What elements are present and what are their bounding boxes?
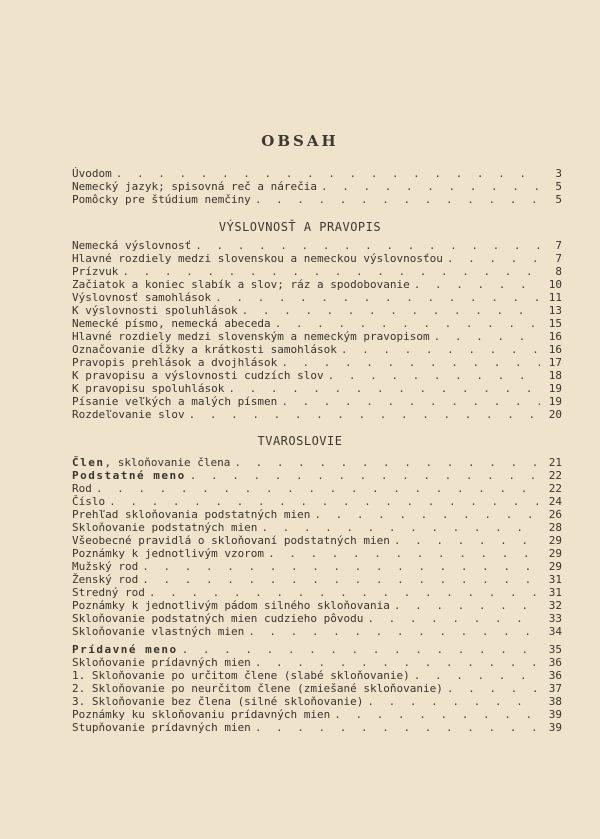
toc-entry-title	[72, 193, 251, 206]
toc-entry-title-main: Začiatok a koniec slabík a slov; ráz a spodobovanie	[72, 278, 410, 291]
toc-entry-title-main: K výslovnosti spoluhlások	[72, 304, 238, 317]
toc-entry-title-main: Rod	[72, 482, 92, 495]
toc-entry-title	[72, 180, 317, 193]
toc-page-number: 22	[548, 482, 562, 495]
toc-leader-dots	[195, 239, 540, 252]
toc-leader-dots	[242, 304, 540, 317]
toc-page-number: 33	[548, 612, 562, 625]
toc-entry	[72, 682, 562, 695]
toc-page-number: 26	[548, 508, 562, 521]
toc-leader-dots	[334, 708, 540, 721]
toc-entry-title-main: K pravopisu a výslovnosti cudzích slov	[72, 369, 324, 382]
toc-entry	[72, 369, 562, 382]
toc-entry-title	[72, 656, 251, 669]
toc-page-number: 15	[548, 317, 562, 330]
toc-page-number: 29	[548, 534, 562, 547]
toc-entry-title-main: Úvodom	[72, 167, 112, 180]
section-heading-pronunciation: VÝSLOVNOSŤ A PRAVOPIS	[218, 220, 382, 234]
toc-leader-dots	[321, 180, 540, 193]
toc-entry-title	[72, 291, 211, 304]
toc-page-number: 3	[555, 167, 562, 180]
toc-leader-dots	[142, 573, 540, 586]
toc-entry-title-main: 1. Skloňovanie po určitom člene (slabé skloňovanie)	[72, 669, 410, 682]
toc-leader-dots	[255, 193, 540, 206]
section-heading-morphology: TVAROSLOVIE	[257, 434, 343, 448]
toc-entry-title-main: Skloňovanie vlastných mien	[72, 625, 245, 638]
toc-entry	[72, 612, 562, 625]
toc-page-number: 20	[548, 408, 562, 421]
toc-entry-title-main: Označovanie dĺžky a krátkosti samohlások	[72, 343, 337, 356]
page-title: OBSAH	[261, 132, 339, 150]
toc-leader-dots	[281, 395, 540, 408]
toc-entry	[72, 547, 562, 560]
toc-page-number: 31	[548, 573, 562, 586]
toc-entry-title-main: Podstatné meno	[72, 469, 186, 482]
toc-entry-title	[72, 612, 363, 625]
toc-entry	[72, 708, 562, 721]
toc-leader-dots	[414, 278, 540, 291]
toc-entry-title	[72, 456, 230, 469]
toc-page-number: 39	[548, 721, 562, 734]
toc-entry	[72, 643, 562, 656]
toc-entry-title-main: Poznámky k jednotlivým pádom silného skloňovania	[72, 599, 390, 612]
toc-entry-title	[72, 534, 390, 547]
toc-entry	[72, 278, 562, 291]
toc-entry-title-main: Výslovnosť samohlások	[72, 291, 212, 304]
toc-entry-title-main: Člen	[72, 456, 105, 469]
toc-entry-title-main: Poznámky k jednotlivým vzorom	[72, 547, 265, 560]
toc-entry	[72, 656, 562, 669]
toc-entry-title-main: 3. Skloňovanie bez člena (silné skloňovanie)	[72, 695, 364, 708]
toc-entry-title	[72, 586, 145, 599]
toc-page-number: 37	[548, 682, 562, 695]
toc-entry-title	[72, 573, 138, 586]
toc-entry	[72, 304, 562, 317]
toc-page-number: 31	[548, 586, 562, 599]
toc-page-number: 22	[548, 469, 562, 482]
toc-entry-title-main: Prízvuk	[72, 265, 119, 278]
toc-entry-title	[72, 382, 224, 395]
toc-leader-dots	[394, 599, 540, 612]
toc-leader-dots	[394, 534, 540, 547]
toc-entry-title	[72, 356, 277, 369]
toc-entry-title	[72, 167, 112, 180]
toc-entry-title	[72, 369, 324, 382]
toc-entry	[72, 239, 562, 252]
toc-entry-title	[72, 599, 390, 612]
toc-page-number: 8	[555, 265, 562, 278]
toc-entry-title	[72, 521, 257, 534]
toc-entry-title	[72, 508, 310, 521]
toc-leader-dots	[314, 508, 540, 521]
toc-entry	[72, 669, 562, 682]
toc-entry-title	[72, 695, 363, 708]
toc-entry-title	[72, 239, 191, 252]
toc-leader-dots	[122, 265, 540, 278]
toc-entry-title-main: Stredný rod	[72, 586, 145, 599]
toc-entry-title-main: Ženský rod	[72, 573, 139, 586]
toc-entry	[72, 395, 562, 408]
toc-page-number: 21	[548, 456, 562, 469]
toc-leader-dots	[149, 586, 540, 599]
toc-leader-dots	[255, 721, 540, 734]
toc-entry-title	[72, 682, 443, 695]
toc-entry-title-main: Pravopis prehlások a dvojhlások	[72, 356, 278, 369]
toc-entry	[72, 180, 562, 193]
toc-page-number: 7	[555, 252, 562, 265]
toc-entry	[72, 508, 562, 521]
toc-entry-title-main: K pravopisu spoluhlások	[72, 382, 225, 395]
toc-entry-title	[72, 343, 337, 356]
toc-entry-title	[72, 708, 330, 721]
toc-page-number: 28	[548, 521, 562, 534]
toc-entry	[72, 330, 562, 343]
toc-entry	[72, 599, 562, 612]
toc-entry-title-main: Písanie veľkých a malých písmen	[72, 395, 278, 408]
toc-page-number: 39	[548, 708, 562, 721]
toc-leader-dots	[414, 669, 540, 682]
toc-leader-dots	[255, 656, 540, 669]
toc-entry	[72, 573, 562, 586]
toc-entry-title-main: Poznámky ku skloňovaniu prídavných mien	[72, 708, 331, 721]
toc-entry	[72, 291, 562, 304]
toc-entry-title-main: Hlavné rozdiely medzi slovenským a nemeckým pravopisom	[72, 330, 430, 343]
toc-page-number: 5	[555, 193, 562, 206]
toc-entry-title-main: Stupňovanie prídavných mien	[72, 721, 251, 734]
toc-entry	[72, 521, 562, 534]
toc-section-morphology	[72, 456, 562, 734]
toc-leader-dots	[142, 560, 540, 573]
toc-page-number: 38	[548, 695, 562, 708]
toc-leader-dots	[116, 167, 540, 180]
toc-entry	[72, 193, 562, 206]
toc-leader-dots	[447, 252, 540, 265]
toc-entry	[72, 495, 562, 508]
toc-entry-title	[72, 721, 251, 734]
toc-page-number: 18	[548, 369, 562, 382]
toc-entry	[72, 343, 562, 356]
toc-page-number: 29	[548, 547, 562, 560]
toc-leader-dots	[268, 547, 540, 560]
toc-entry-title-main: Mužský rod	[72, 560, 139, 573]
toc-leader-dots	[228, 382, 540, 395]
toc-entry-title-main: 2. Skloňovanie po neurčitom člene (zmiešané skloňovanie)	[72, 682, 443, 695]
toc-leader-dots	[190, 469, 540, 482]
toc-entry-title	[72, 265, 118, 278]
toc-entry	[72, 167, 562, 180]
toc-page-number: 11	[548, 291, 562, 304]
toc-section-pronunciation	[72, 239, 562, 421]
toc-entry	[72, 408, 562, 421]
toc-leader-dots	[275, 317, 540, 330]
toc-entry	[72, 382, 562, 395]
toc-page-number: 5	[555, 180, 562, 193]
toc-entry	[72, 534, 562, 547]
toc-entry	[72, 695, 562, 708]
toc-entry	[72, 356, 562, 369]
toc-leader-dots	[341, 343, 540, 356]
toc-page-number: 17	[548, 356, 562, 369]
toc-entry-title	[72, 643, 178, 656]
toc-leader-dots	[328, 369, 540, 382]
toc-entry-title-main: Skloňovanie podstatných mien	[72, 521, 258, 534]
toc-entry-title-main: Číslo	[72, 495, 106, 508]
toc-entry-title	[72, 278, 410, 291]
toc-entry-title	[72, 482, 92, 495]
toc-leader-dots	[367, 695, 540, 708]
toc-entry	[72, 252, 562, 265]
toc-entry-title	[72, 625, 244, 638]
toc-leader-dots	[281, 356, 540, 369]
toc-entry-title	[72, 317, 271, 330]
toc-page-number: 10	[548, 278, 562, 291]
toc-entry-title	[72, 408, 185, 421]
toc-entry-title	[72, 669, 410, 682]
toc-page-number: 36	[548, 656, 562, 669]
toc-entry-title-main: Prehľad skloňovania podstatných mien	[72, 508, 311, 521]
toc-leader-dots	[215, 291, 540, 304]
toc-page-number: 13	[548, 304, 562, 317]
toc-entry	[72, 317, 562, 330]
toc-leader-dots	[189, 408, 540, 421]
toc-entry	[72, 265, 562, 278]
toc-entry-title	[72, 547, 264, 560]
toc-entry	[72, 560, 562, 573]
toc-entry-title	[72, 560, 138, 573]
toc-leader-dots	[182, 643, 540, 656]
toc-entry-title-main: Prídavné meno	[72, 643, 178, 656]
toc-entry-title-main: Nemecký jazyk; spisovná reč a nárečia	[72, 180, 318, 193]
toc-entry-title-main: Všeobecné pravidlá o skloňovaní podstatných mien	[72, 534, 390, 547]
toc-section-intro	[72, 167, 562, 206]
toc-entry-title-main: Hlavné rozdiely medzi slovenskou a nemeckou výslovnosťou	[72, 252, 443, 265]
toc-entry-title-main: Rozdeľovanie slov	[72, 408, 185, 421]
toc-entry-title	[72, 495, 105, 508]
toc-page-number: 19	[548, 382, 562, 395]
toc-leader-dots	[109, 495, 540, 508]
toc-entry-title-main: Skloňovanie podstatných mien cudzieho pôvodu	[72, 612, 364, 625]
toc-leader-dots	[248, 625, 540, 638]
toc-entry-title-main: Nemecká výslovnosť	[72, 239, 192, 252]
toc-page-number: 29	[548, 560, 562, 573]
toc-entry-title-main: Pomôcky pre štúdium nemčiny	[72, 193, 251, 206]
toc-entry	[72, 625, 562, 638]
toc-page-number: 7	[555, 239, 562, 252]
toc-entry	[72, 721, 562, 734]
toc-leader-dots	[234, 456, 540, 469]
toc-leader-dots	[447, 682, 540, 695]
toc-page-number: 24	[548, 495, 562, 508]
toc-page-number: 32	[548, 599, 562, 612]
toc-entry-title-suffix: , skloňovanie člena	[104, 456, 231, 469]
toc-page-number: 34	[548, 625, 562, 638]
toc-page-number: 36	[548, 669, 562, 682]
toc-page-number: 16	[548, 330, 562, 343]
toc-page-number: 19	[548, 395, 562, 408]
toc-page-number: 35	[548, 643, 562, 656]
toc-entry-title	[72, 395, 277, 408]
toc-entry-title	[72, 469, 186, 482]
toc-entry-title-main: Nemecké písmo, nemecká abeceda	[72, 317, 271, 330]
toc-entry	[72, 482, 562, 495]
toc-page-number: 16	[548, 343, 562, 356]
toc-entry	[72, 469, 562, 482]
toc-leader-dots	[367, 612, 540, 625]
toc-entry	[72, 456, 562, 469]
toc-entry	[72, 586, 562, 599]
toc-leader-dots	[434, 330, 540, 343]
toc-leader-dots	[261, 521, 540, 534]
toc-entry-title	[72, 330, 430, 343]
toc-entry-title	[72, 304, 238, 317]
toc-entry-title	[72, 252, 443, 265]
toc-entry-title-main: Skloňovanie prídavných mien	[72, 656, 251, 669]
toc-leader-dots	[96, 482, 540, 495]
